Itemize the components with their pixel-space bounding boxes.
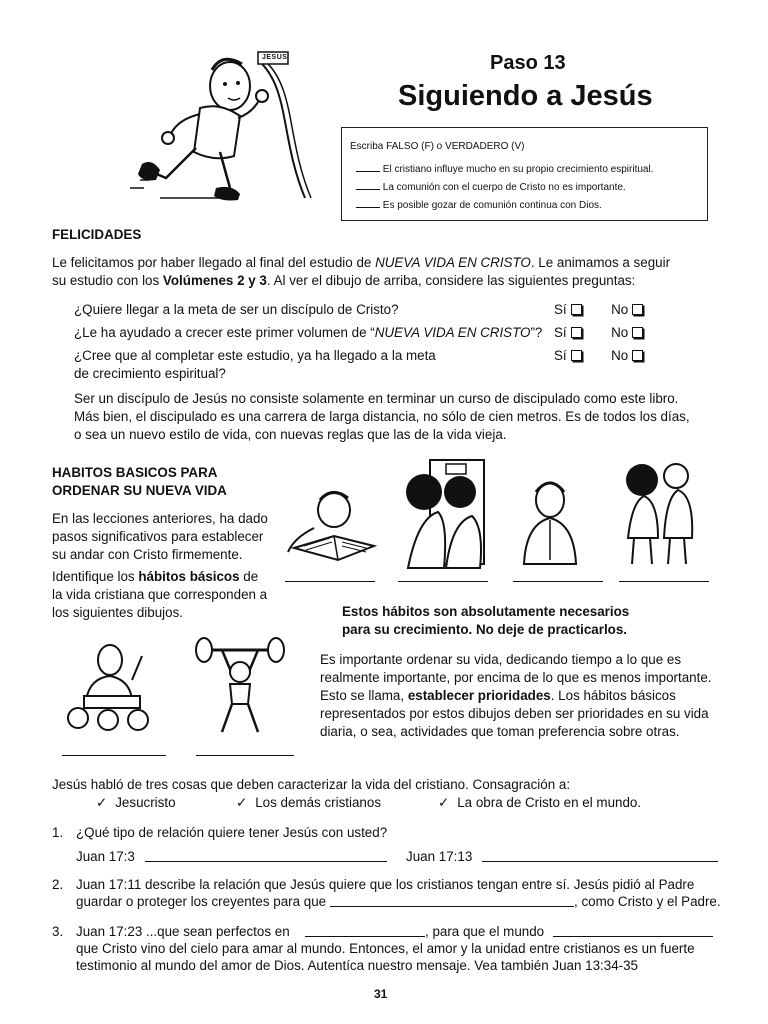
- mirror-illustration: [400, 458, 490, 570]
- runner-illustration: [130, 48, 320, 208]
- quiz-instruction: Escriba FALSO (F) o VERDADERO (V): [350, 141, 525, 152]
- habit-answer-line[interactable]: [619, 581, 709, 582]
- answer-line[interactable]: [330, 906, 574, 907]
- question-3-line-2: que Cristo vino del cielo para amar al mundo. Entonces, el amor y la unidad entre cristianos es un fuerte: [76, 941, 695, 956]
- yes-no-row-1: Sí No: [554, 301, 643, 319]
- habitos-paragraph-3: Es importante ordenar su vida, dedicando tiempo a lo que es realmente importante, por encima de lo que es menos importante. Esto se llama, establecer prioridades. Los hábitos básicos representados por estos dibujos deben ser prioridades en su vida diaria, o sea, actividades que toman preferencia sobre otras.: [320, 652, 712, 739]
- question-number-2: 2.: [52, 877, 64, 892]
- section-heading-habitos: HABITOS BASICOS PARA ORDENAR SU NUEVA VIDA: [52, 465, 227, 498]
- section-heading-felicidades: FELICIDADES: [52, 227, 142, 242]
- no-checkbox[interactable]: [632, 327, 643, 338]
- step-label: Paso 13: [490, 52, 566, 74]
- answer-blank[interactable]: [356, 159, 380, 172]
- no-checkbox[interactable]: [632, 350, 643, 361]
- habitos-paragraph-1: En las lecciones anteriores, ha dado pasos significativos para establecer su andar con Cristo firmemente.: [52, 511, 268, 562]
- answer-blank[interactable]: [356, 177, 380, 190]
- question-1-text: ¿Qué tipo de relación quiere tener Jesús con usted?: [76, 825, 388, 840]
- habit-answer-line[interactable]: [398, 581, 488, 582]
- question-2: ¿Le ha ayudado a crecer este primer volumen de “NUEVA VIDA EN CRISTO”?: [74, 325, 543, 340]
- answer-line[interactable]: [145, 861, 387, 862]
- consagracion-item-2: ✓ Los demás cristianos: [236, 795, 382, 810]
- habit-answer-line[interactable]: [62, 755, 166, 756]
- consagracion-item-1: ✓ Jesucristo: [96, 795, 176, 810]
- quiz-item-2: La comunión con el cuerpo de Cristo no es importante.: [356, 177, 626, 193]
- question-1-ref-1: Juan 17:3: [76, 849, 135, 864]
- praying-man-illustration: [518, 474, 584, 566]
- question-1: ¿Quiere llegar a la meta de ser un discípulo de Cristo?: [74, 302, 399, 317]
- consagracion-item-3: ✓ La obra de Cristo en el mundo.: [438, 795, 642, 810]
- question-3-line-3: testimonio al mundo del amor de Dios. Autentíca nuestro mensaje. Vea también Juan 13:34-35: [76, 958, 639, 973]
- yes-checkbox[interactable]: [571, 350, 582, 361]
- question-3-line-1b: , para que el mundo: [425, 924, 545, 939]
- habit-answer-line[interactable]: [513, 581, 603, 582]
- question-number-1: 1.: [52, 825, 64, 840]
- habitos-bold-note: Estos hábitos son absolutamente necesarios para su crecimiento. No deje de practicarlos.: [342, 604, 630, 637]
- page-number: 31: [374, 987, 388, 1001]
- habit-answer-line[interactable]: [285, 581, 375, 582]
- bible-reading-illustration: [284, 488, 380, 566]
- weightlifter-illustration: [192, 636, 288, 734]
- question-3-line-1a: Juan 17:23 ...que sean perfectos en: [76, 924, 290, 939]
- quiz-item-3: Es posible gozar de comunión continua con Dios.: [356, 195, 602, 211]
- true-false-box: [341, 127, 708, 221]
- habit-answer-line[interactable]: [196, 755, 294, 756]
- yes-no-row-2: Sí No: [554, 324, 643, 342]
- answer-line[interactable]: [553, 936, 713, 937]
- answer-blank[interactable]: [356, 195, 380, 208]
- two-women-illustration: [620, 458, 700, 566]
- question-number-3: 3.: [52, 924, 64, 939]
- question-1-ref-2: Juan 17:13: [406, 849, 473, 864]
- question-3: ¿Cree que al completar este estudio, ya ha llegado a la meta de crecimiento espiritual?: [74, 348, 436, 381]
- quiz-item-1: El cristiano influye mucho en su propio crecimiento espiritual.: [356, 159, 653, 175]
- answer-line[interactable]: [305, 936, 425, 937]
- habitos-paragraph-2: Identifique los hábitos básicos de la vida cristiana que corresponden a los siguientes dibujos.: [52, 569, 268, 620]
- felicidades-paragraph-2: Ser un discípulo de Jesús no consiste solamente en terminar un curso de discipulado como este libro. Más bien, el discipulado es una carrera de larga distancia, no sólo de cien metros. Es de todos los días, o sea un nuevo estilo de vida, con nuevas reglas que las de la vida vieja.: [74, 391, 690, 442]
- question-2-line-2a: guardar o proteger los creyentes para que: [76, 894, 327, 909]
- yes-checkbox[interactable]: [571, 327, 582, 338]
- question-2-line-1: Juan 17:11 describe la relación que Jesús quiere que los cristianos tengan entre sí. Jesús pidió al Padre: [76, 877, 695, 892]
- yes-no-row-3: Sí No: [554, 347, 643, 365]
- page-title: Siguiendo a Jesús: [398, 80, 653, 112]
- yes-checkbox[interactable]: [571, 304, 582, 315]
- felicidades-paragraph-1: Le felicitamos por haber llegado al final del estudio de NUEVA VIDA EN CRISTO. Le animamos a seguir su estudio con los Volúmenes 2 y 3. Al ver el dibujo de arriba, considere las siguientes preguntas:: [52, 255, 671, 288]
- preacher-illustration: [66, 640, 164, 734]
- no-checkbox[interactable]: [632, 304, 643, 315]
- consagracion-intro: Jesús habló de tres cosas que deben caracterizar la vida del cristiano. Consagración a:: [52, 777, 571, 792]
- answer-line[interactable]: [482, 861, 718, 862]
- sign-label: JESUS: [262, 54, 288, 61]
- question-2-line-2b: , como Cristo y el Padre.: [574, 894, 721, 909]
